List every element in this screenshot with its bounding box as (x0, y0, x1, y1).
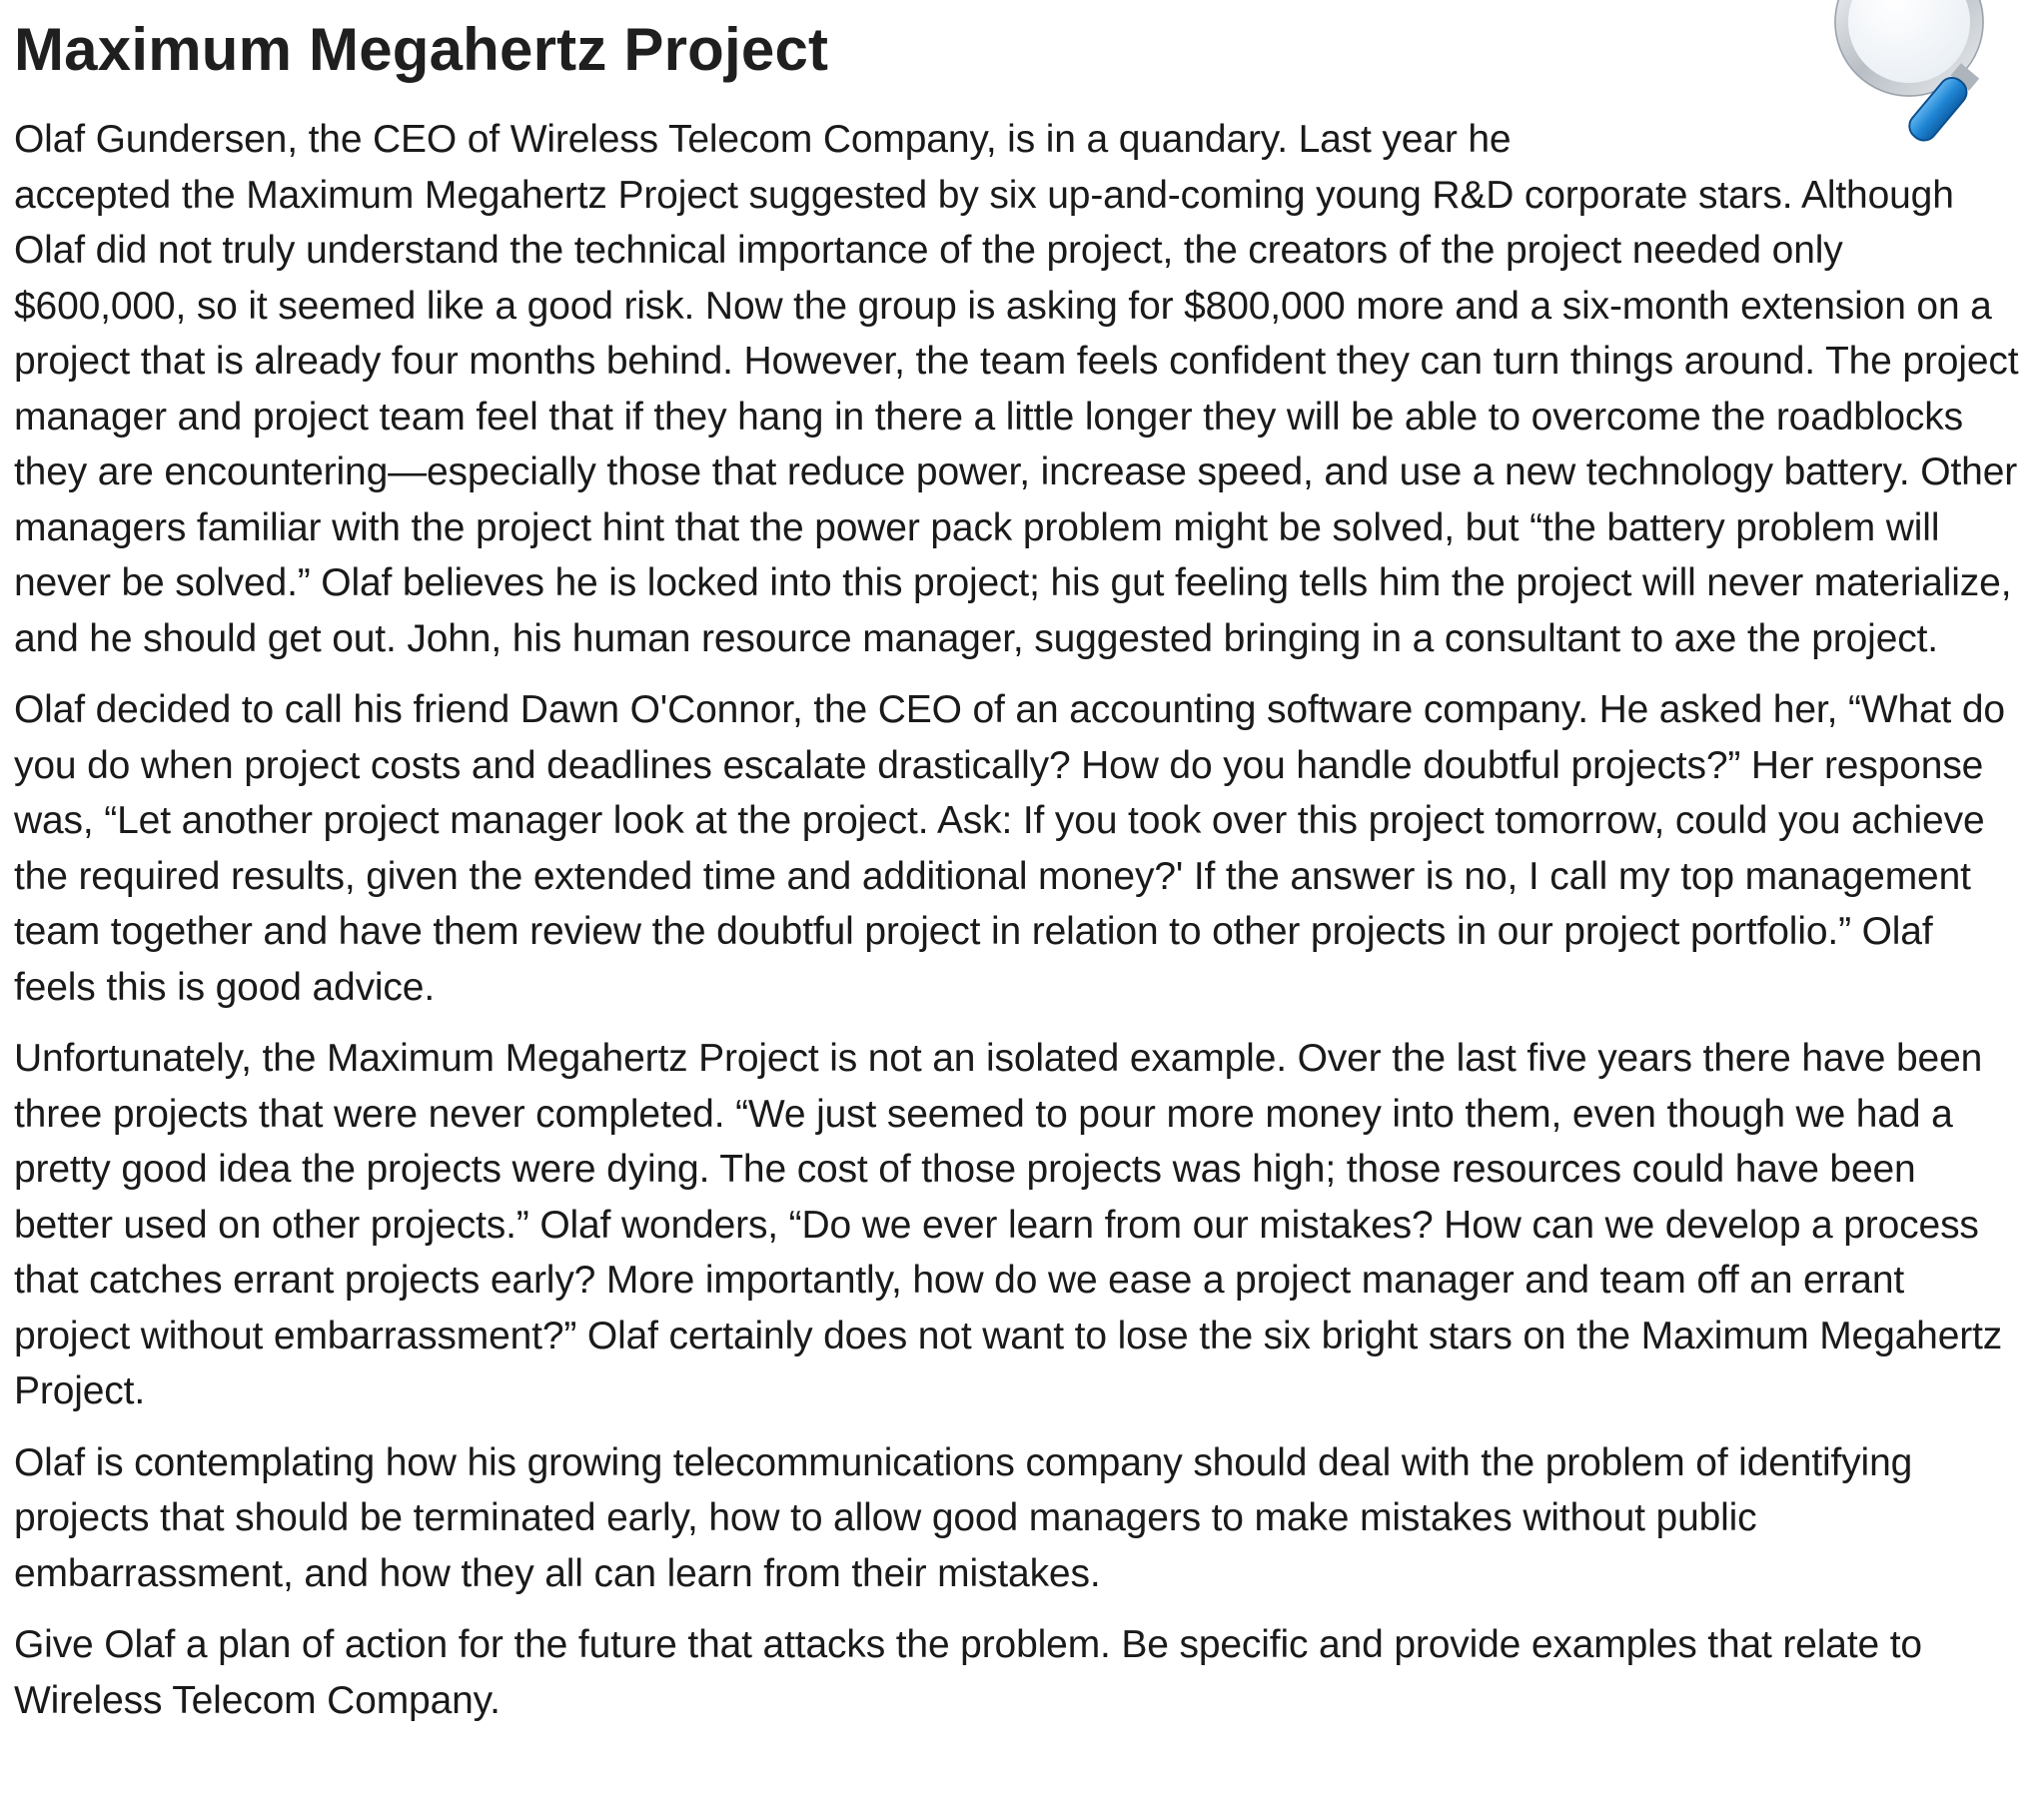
paragraph-intro-line: Olaf Gundersen, the CEO of Wireless Telecom Company, is in a quandary. Last year he (14, 118, 1512, 161)
paragraph-isolated-example: Unfortunately, the Maximum Megahertz Project is not an isolated example. Over the last five years there have been three projects that were never completed. “We just seemed to pour more money into them, even though we had a pretty good idea the projects were dying. The cost of those projects was high; those resources could have been better used on other projects.” Olaf wonders, “Do we ever learn from our mistakes? How can we develop a process that catches errant projects early? More importantly, how do we ease a project manager and team off an errant project without embarrassment?” Olaf certainly does not want to lose the six bright stars on the Maximum Megahertz Project. (14, 1037, 2003, 1412)
paragraph-contemplating: Olaf is contemplating how his growing telecommunications company should deal with the problem of identifying projects that should be terminated early, how to allow good managers to make mistakes without public embarrassment, and how they all can learn from their mistakes. (14, 1440, 1913, 1595)
document-body (14, 0, 2022, 1728)
paragraph-dawn-advice: Olaf decided to call his friend Dawn O'Connor, the CEO of an accounting software company. He asked her, “What do you do when project costs and deadlines escalate drastically? How do you handle doubtful projects?” Her response was, “Let another project manager look at the project. Ask: If you took over this project tomorrow, could you achieve the required results, given the extended time and additional money?' If the answer is no, I call my top management team together and have them review the doubtful project in relation to other projects in our project portfolio.” Olaf feels this is good advice. (14, 688, 2005, 1009)
paragraph-intro: accepted the Maximum Megahertz Project suggested by six up-and-coming young R&D corporate stars. Although Olaf did not truly understand the technical importance of the project, the creators of the project needed only $600,000, so it seemed like a good risk. Now the group is asking for $800,000 more and a six-month extension on a project that is already four months behind. However, the team feels confident they can turn things around. The project manager and project team feel that if they hang in there a little longer they will be able to overcome the roadblocks they are encountering—especially those that reduce power, increase speed, and use a new technology battery. Other managers familiar with the project hint that the power pack problem might be solved, but “the battery problem will never be solved.” Olaf believes he is locked into this project; his gut feeling tells him the project will never materialize, and he should get out. John, his human resource manager, suggested bringing in a consultant to axe the project. (14, 173, 2019, 660)
paragraph-task: Give Olaf a plan of action for the future that attacks the problem. Be specific and provide examples that relate to Wireless Telecom Company. (14, 1623, 1922, 1722)
page-title: Maximum Megahertz Project (14, 16, 829, 83)
